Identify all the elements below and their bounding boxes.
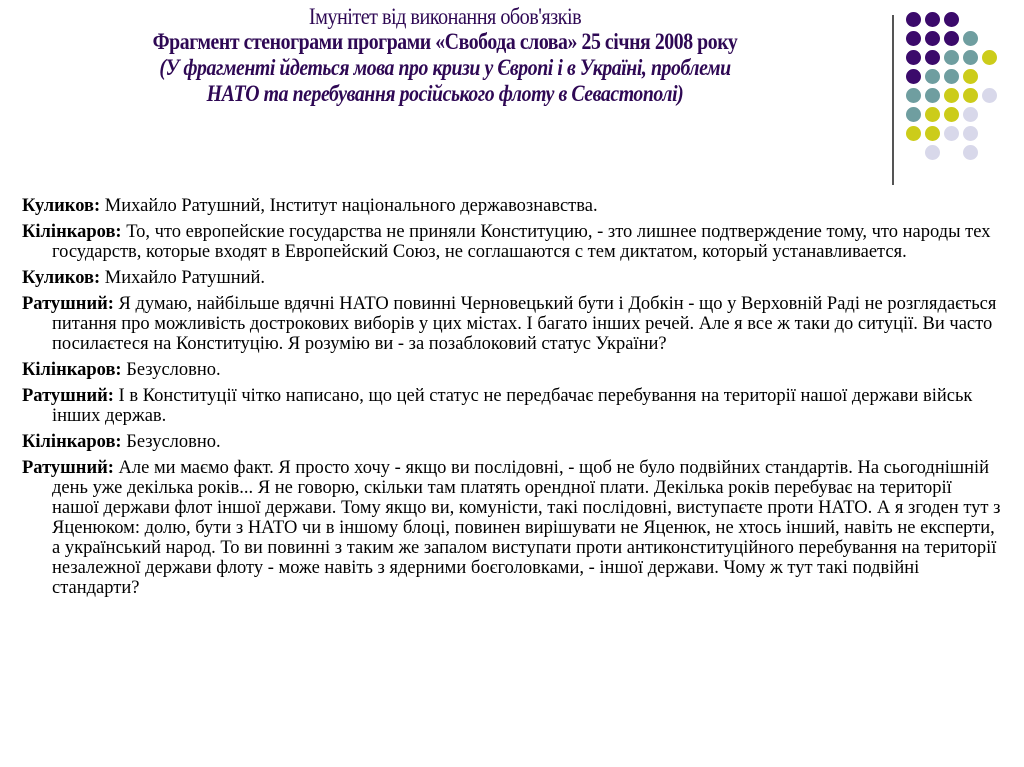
- decorative-dot: [925, 50, 940, 65]
- transcript-entry: [22, 432, 1002, 452]
- divider-line: [892, 15, 894, 185]
- decorative-dot: [982, 50, 997, 65]
- transcript-entry: [22, 222, 1002, 262]
- decorative-dot: [925, 88, 940, 103]
- speaker-name: Ратушний:: [22, 294, 114, 314]
- decorative-dot: [925, 69, 940, 84]
- decorative-dot: [906, 88, 921, 103]
- decorative-dot: [925, 31, 940, 46]
- decorative-dot: [963, 50, 978, 65]
- decorative-dot: [963, 69, 978, 84]
- decorative-dot: [944, 69, 959, 84]
- decorative-dot: [963, 126, 978, 141]
- decorative-dot: [925, 12, 940, 27]
- transcript: [22, 196, 1002, 604]
- transcript-entry: [22, 360, 1002, 380]
- speaker-name: Кілінкаров:: [22, 432, 122, 452]
- speech-text: Я думаю, найбільше вдячні НАТО повинні Черновецький бути і Добкін - що у Верховній Раді не розглядається питання про можливість дострокових виборів у цих містах. І багато інших речей. Але я все ж таки до ситуції. Ви часто посилаєтеся на Конституцію. Я розумію ви - за позаблоковий статус України?: [52, 294, 997, 354]
- title-description-line2: НАТО та перебування російського флоту в Севастополі): [206, 81, 684, 106]
- decorative-dot: [944, 50, 959, 65]
- speaker-name: Куликов:: [22, 196, 101, 216]
- speaker-name: Ратушний:: [22, 458, 114, 478]
- decorative-dot: [982, 88, 997, 103]
- speech-text: То, что европейские государства не приняли Конституцию, - зто лишнее подтверждение тому, что народы тех государств, которые входят в Европейский Союз, не соглашаются с тем диктатом, который устанавливается.: [52, 222, 991, 262]
- transcript-entry: [22, 458, 1002, 598]
- decorative-dot: [963, 107, 978, 122]
- speech-text: Михайло Ратушний, Інститут національного державознавства.: [100, 196, 598, 216]
- title-main: Імунітет від виконання обов'язків: [308, 4, 582, 29]
- decorative-dot: [906, 31, 921, 46]
- transcript-entry: [22, 268, 1002, 288]
- decorative-dot: [906, 12, 921, 27]
- decorative-dot: [963, 145, 978, 160]
- decorative-dot: [944, 31, 959, 46]
- decorative-dot: [925, 107, 940, 122]
- title-subtitle: Фрагмент стенограми програми «Свобода слова» 25 січня 2008 року: [152, 29, 738, 54]
- decorative-dot: [925, 145, 940, 160]
- decorative-dot: [906, 126, 921, 141]
- decorative-dot: [963, 31, 978, 46]
- speech-text: Безусловно.: [121, 432, 221, 452]
- transcript-entry: [22, 196, 1002, 216]
- decorative-dot: [906, 69, 921, 84]
- decorative-dot: [906, 107, 921, 122]
- decorative-dot: [925, 126, 940, 141]
- decorative-dot: [906, 50, 921, 65]
- slide-title: [0, 4, 890, 107]
- speech-text: Безусловно.: [121, 360, 221, 380]
- decorative-dot: [944, 107, 959, 122]
- speaker-name: Кілінкаров:: [22, 360, 122, 380]
- title-description-line1: (У фрагменті йдеться мова про кризи у Європі і в Україні, проблеми: [159, 55, 731, 80]
- speech-text: Але ми маємо факт. Я просто хочу - якщо ви послідовні, - щоб не було подвійних стандартів. На сьогоднішній день уже декілька років... Я не говорю, скільки там платять орендної плати. Декілька років перебуває на території нашої держави флот іншої держави. Тому якщо ви, комуністи, такі послідовні, виступаєте проти НАТО. А я згоден тут з Яценюком: долю, бути з НАТО чи в іншому блоці, повинен вирішувати не Яценюк, не хтось інший, навіть не експерти, а український народ. То ви повинні з таким же запалом виступати проти антиконституційного перебування на території незалежної держави флоту - може навіть з ядерними боєголовками, - іншої держави. Чому ж тут такі подвійні стандарти?: [52, 458, 1001, 598]
- speaker-name: Куликов:: [22, 268, 101, 288]
- transcript-entry: [22, 294, 1002, 354]
- decorative-dot: [944, 88, 959, 103]
- decorative-dot: [944, 12, 959, 27]
- speaker-name: Ратушний:: [22, 386, 114, 406]
- transcript-entry: [22, 386, 1002, 426]
- speaker-name: Кілінкаров:: [22, 222, 122, 242]
- speech-text: І в Конституції чітко написано, що цей статус не передбачає перебування на території нашої держави військ інших держав.: [52, 386, 973, 426]
- decorative-dot: [963, 88, 978, 103]
- speech-text: Михайло Ратушний.: [100, 268, 266, 288]
- decorative-dot: [944, 126, 959, 141]
